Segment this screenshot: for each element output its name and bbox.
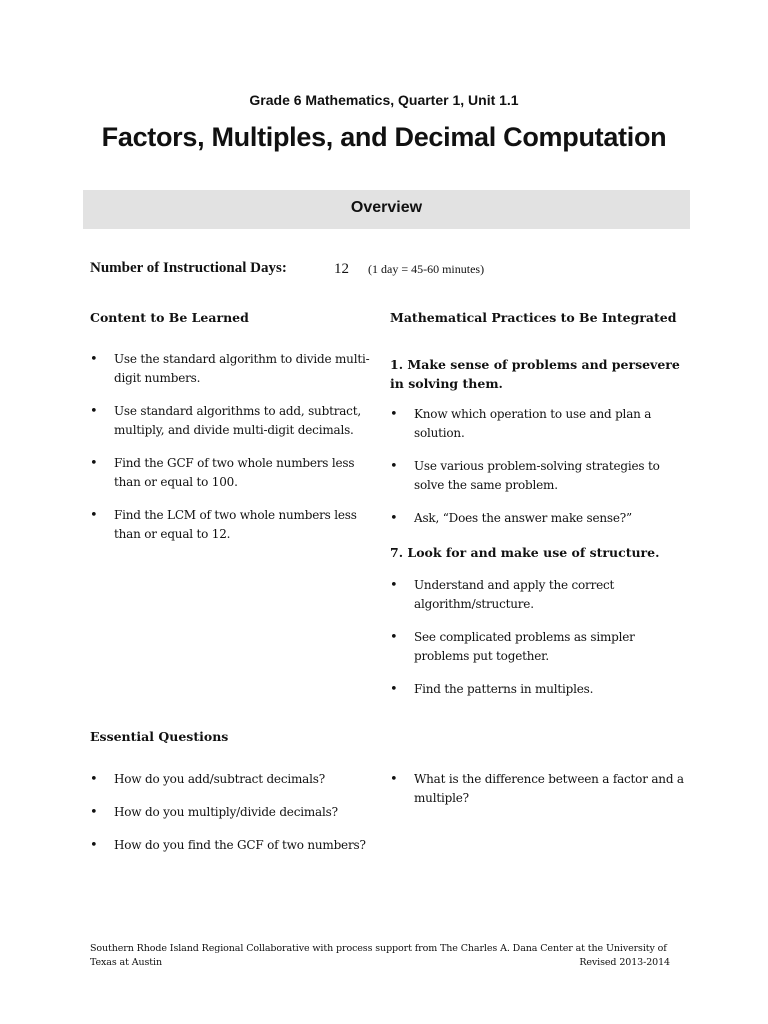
list-item bbox=[390, 576, 690, 614]
instructional-days-label: Number of Instructional Days: bbox=[90, 260, 287, 276]
bullet-dot-icon: • bbox=[390, 772, 398, 787]
bullet-dot-icon: • bbox=[390, 459, 398, 474]
essential-questions-right bbox=[390, 770, 690, 808]
list-item-text: Use standard algorithms to add, subtract, multiply, and divide multi-digit decimals. bbox=[114, 404, 361, 437]
list-item bbox=[390, 405, 690, 443]
bullet-dot-icon: • bbox=[390, 630, 398, 645]
instructional-days-value: 12 bbox=[334, 261, 349, 277]
bullet-dot-icon: • bbox=[90, 456, 98, 471]
list-item-text: What is the difference between a factor and a multiple? bbox=[414, 772, 684, 805]
list-item-text: See complicated problems as simpler problems put together. bbox=[414, 630, 635, 663]
list-item-text: Find the patterns in multiples. bbox=[414, 682, 594, 696]
practice-group-7 bbox=[390, 543, 690, 699]
footer-source: Texas at Austin bbox=[90, 957, 162, 968]
list-item-text: How do you find the GCF of two numbers? bbox=[114, 838, 366, 852]
bullet-dot-icon: • bbox=[90, 805, 98, 820]
list-item bbox=[90, 402, 370, 440]
list-item-text: Use various problem-solving strategies to solve the same problem. bbox=[414, 459, 660, 492]
list-item-text: Know which operation to use and plan a solution. bbox=[414, 407, 652, 440]
bullet-dot-icon: • bbox=[90, 404, 98, 419]
practice-list bbox=[390, 576, 690, 699]
practice-group-1 bbox=[390, 355, 690, 528]
practice-list bbox=[390, 405, 690, 528]
practice-title: 1. Make sense of problems and persevere in solving them. bbox=[390, 357, 680, 391]
list-item-text: How do you add/subtract decimals? bbox=[114, 772, 325, 786]
list-item bbox=[90, 454, 370, 492]
list-item-text: Find the GCF of two whole numbers less than or equal to 100. bbox=[114, 456, 355, 489]
list-item bbox=[390, 770, 690, 808]
list-item bbox=[390, 628, 690, 666]
bullet-dot-icon: • bbox=[390, 578, 398, 593]
bullet-dot-icon: • bbox=[390, 511, 398, 526]
list-item-text: Ask, “Does the answer make sense?” bbox=[414, 511, 632, 525]
list-item bbox=[90, 836, 370, 855]
practice-title: 7. Look for and make use of structure. bbox=[390, 545, 660, 560]
list-item-text: Use the standard algorithm to divide multi-digit numbers. bbox=[114, 352, 370, 385]
bullet-dot-icon: • bbox=[390, 407, 398, 422]
bullet-dot-icon: • bbox=[390, 682, 398, 697]
list-item-text: How do you multiply/divide decimals? bbox=[114, 805, 338, 819]
list-item bbox=[390, 457, 690, 495]
instructional-days-note: (1 day = 45-60 minutes) bbox=[368, 262, 485, 276]
page-title: Factors, Multiples, and Decimal Computation bbox=[101, 122, 667, 152]
bullet-dot-icon: • bbox=[90, 838, 98, 853]
list-item bbox=[90, 803, 370, 822]
list-item-text: Find the LCM of two whole numbers less than or equal to 12. bbox=[114, 508, 357, 541]
list-item bbox=[90, 506, 370, 544]
practices-heading: Mathematical Practices to Be Integrated bbox=[390, 310, 677, 325]
content-heading: Content to Be Learned bbox=[90, 310, 249, 325]
bullet-dot-icon: • bbox=[90, 352, 98, 367]
list-item bbox=[90, 350, 370, 388]
list-item bbox=[390, 509, 690, 528]
essential-questions-left bbox=[90, 770, 370, 855]
unit-subtitle: Grade 6 Mathematics, Quarter 1, Unit 1.1 bbox=[249, 92, 519, 108]
footer-line-1: Southern Rhode Island Regional Collaborative with process support from The Charles A. Dana Center at the University of bbox=[90, 943, 667, 954]
page-footer bbox=[90, 942, 670, 970]
list-item-text: Understand and apply the correct algorithm/structure. bbox=[414, 578, 615, 611]
footer-revision: Revised 2013-2014 bbox=[579, 957, 670, 968]
overview-heading: Overview bbox=[350, 199, 423, 216]
bullet-dot-icon: • bbox=[90, 508, 98, 523]
footer-line-2 bbox=[90, 956, 670, 970]
list-item bbox=[90, 770, 370, 789]
bullet-dot-icon: • bbox=[90, 772, 98, 787]
content-list bbox=[90, 350, 370, 544]
list-item bbox=[390, 680, 690, 699]
essential-questions-heading: Essential Questions bbox=[90, 729, 229, 744]
